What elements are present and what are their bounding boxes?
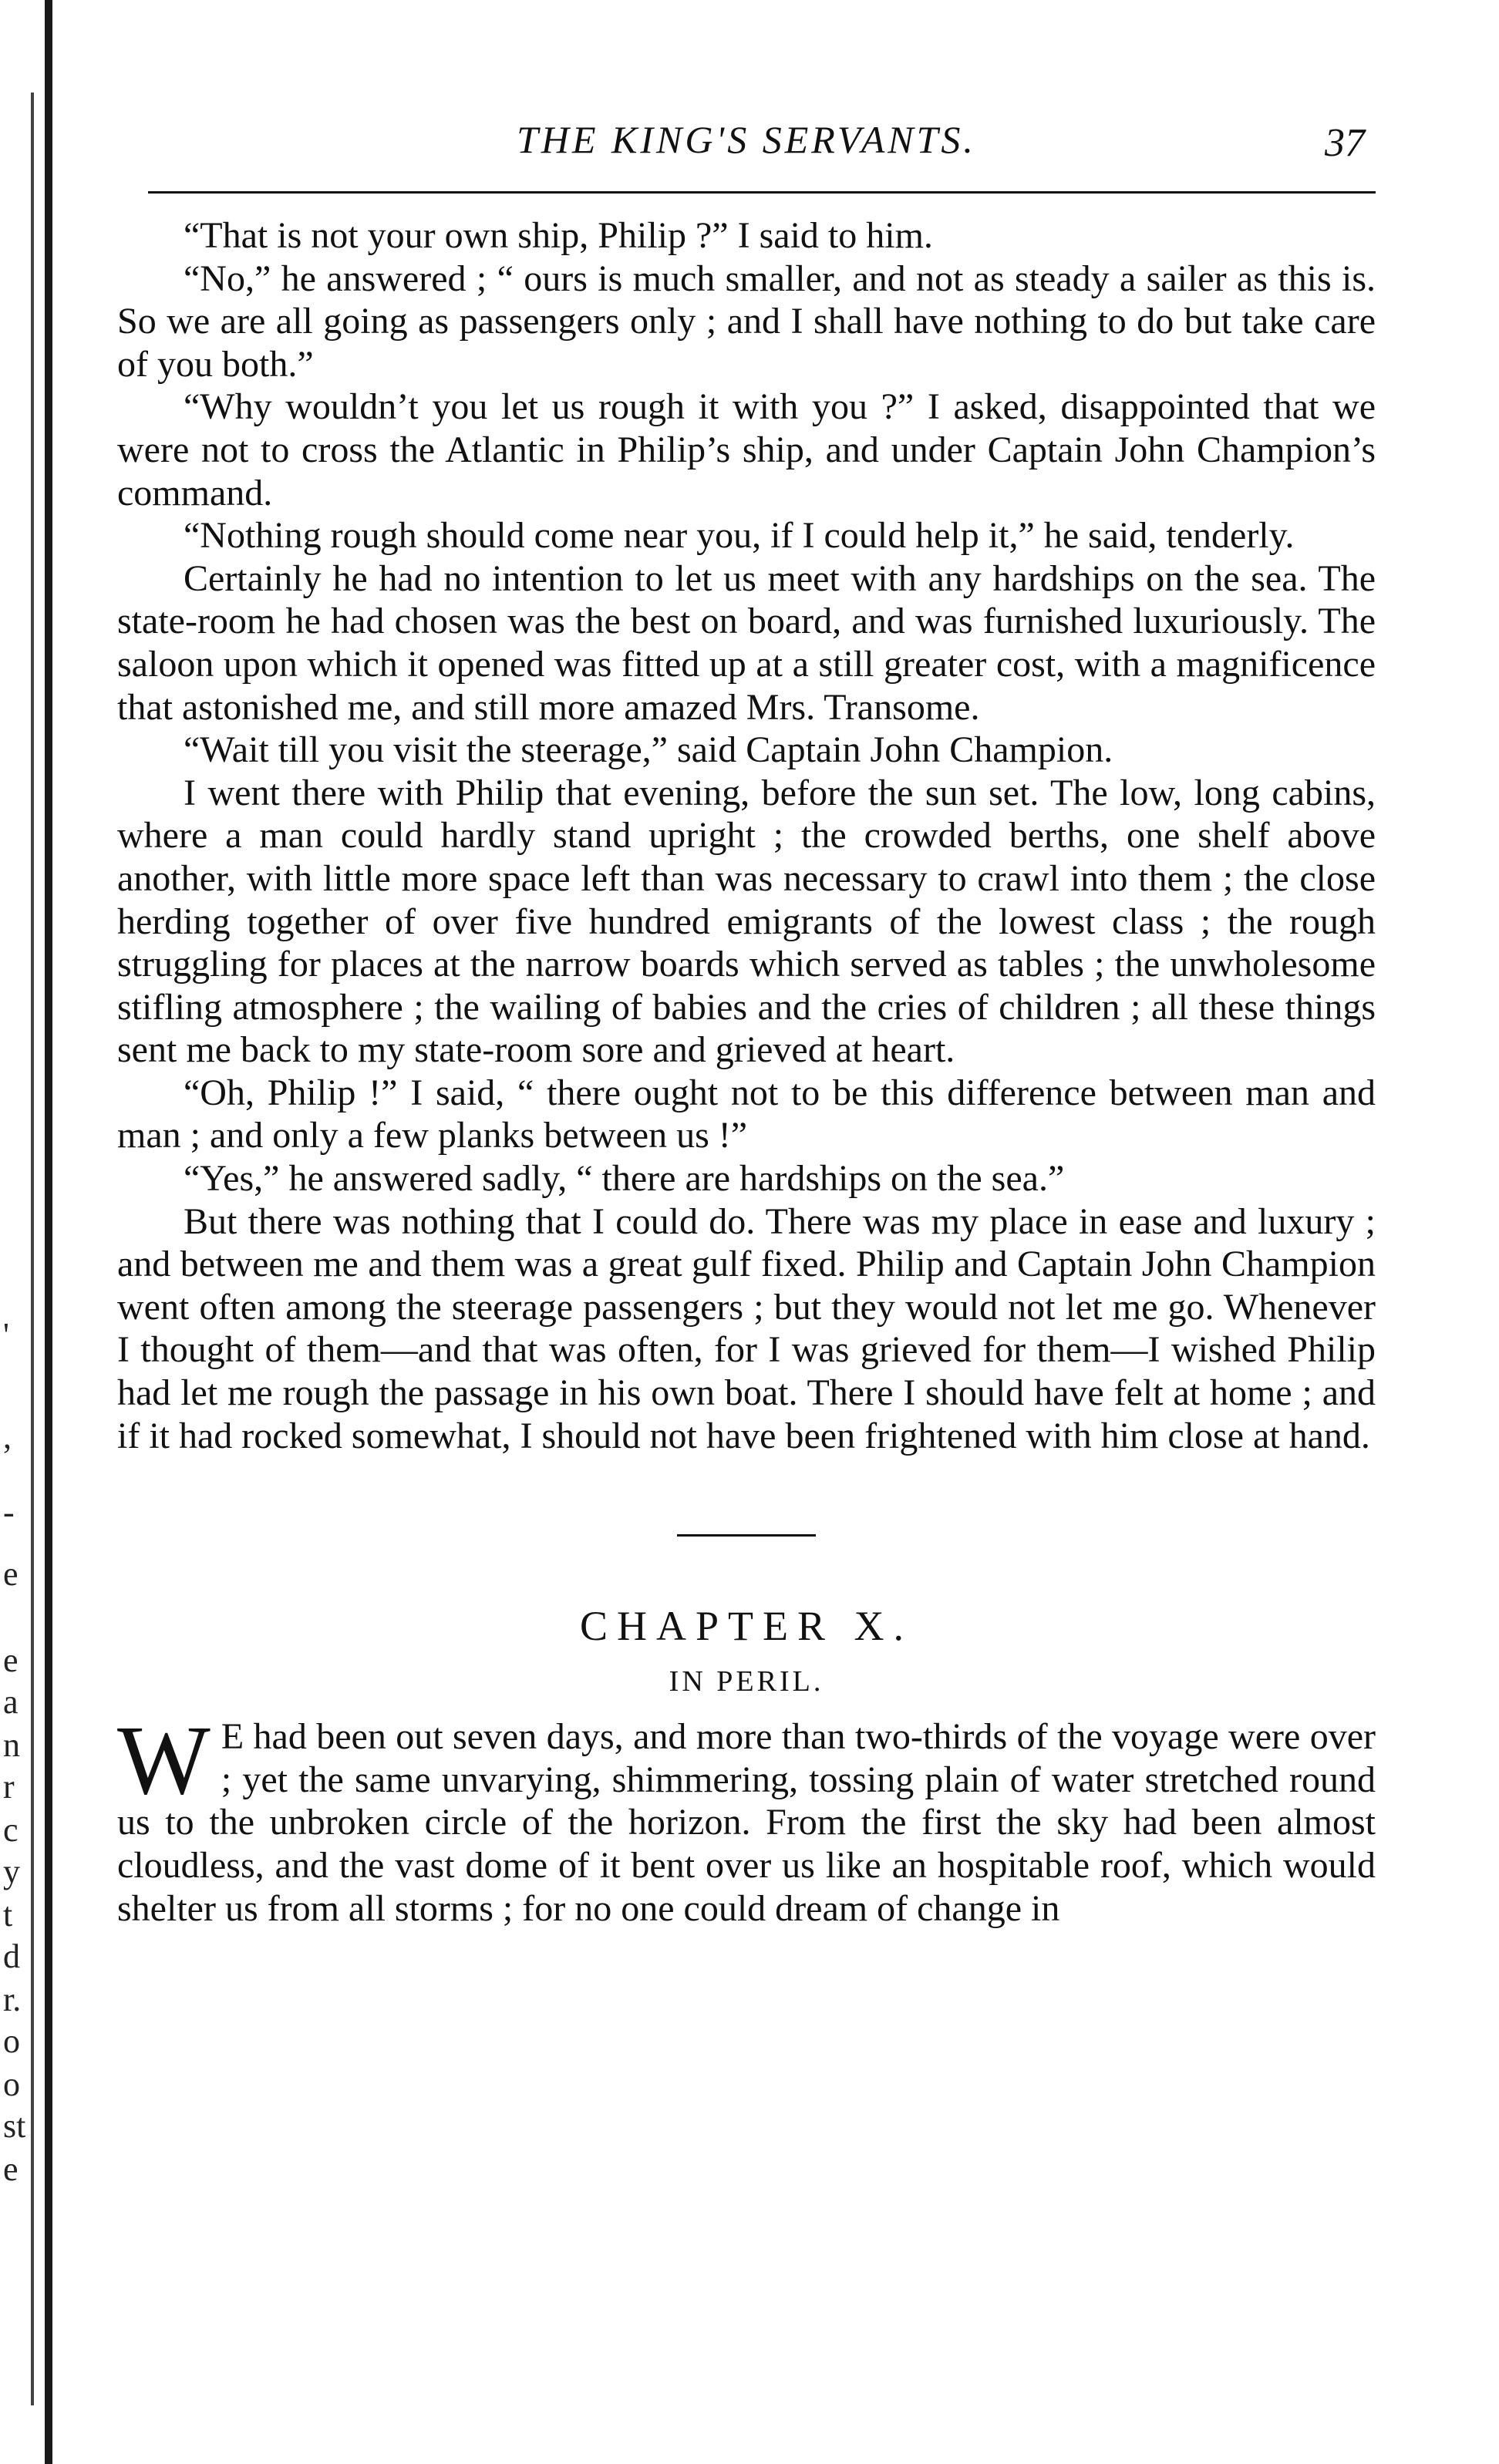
paragraph: But there was nothing that I could do. There was my place in ease and luxury ; and between me and them was a great gulf fixed. Philip and Captain John Champion went often among the steerage passengers ; but they would not let me go. Whenever I thought of them—and that was often, for I was grieved for them—I wished Philip had let me rough the passage in his own boat. There I should have felt at home ; and if it had rocked somewhat, I should not have been frightened with him close at hand. — [117, 1200, 1376, 1456]
bleed-fragment: st — [3, 2107, 26, 2145]
bleed-fragment: n — [3, 1726, 20, 1764]
paragraph: I went there with Philip that evening, before the sun set. The low, long cabins, where a man could hardly stand upright ; the crowded berths, one shelf above another, with little more space left than was necessary to crawl into them ; the close herding together of over five hundred emigrants of the lowest class ; the rough struggling for places at the narrow boards which served as tables ; the unwholesome stifling atmosphere ; the wailing of babies and the cries of children ; all these things sent me back to my state-room sore and grieved at heart. — [117, 772, 1376, 1071]
bleed-fragment: , — [3, 1418, 12, 1456]
paragraph: “Why wouldn’t you let us rough it with you ?” I asked, disappointed that we were not to cross the Atlantic in Philip’s ship, and under Captain John Champion’s command. — [117, 386, 1376, 513]
bleed-fragment: c — [3, 1811, 19, 1849]
bleed-fragment: o — [3, 2065, 20, 2103]
book-page — [117, 100, 1376, 1930]
paragraph: Certainly he had no intention to let us meet with any hardships on the sea. The state-room he had chosen was the best on board, and was furnished luxuriously. The saloon upon which it opened was fitted up at a still greater cost, with a magnificence that astonished me, and still more amazed Mrs. Transome. — [117, 557, 1376, 728]
binding-shadow — [31, 93, 34, 2405]
running-title: THE KING'S SERVANTS. — [517, 118, 976, 161]
paragraph: “That is not your own ship, Philip ?” I said to him. — [184, 215, 933, 256]
drop-cap: W — [117, 1705, 211, 1816]
section-divider — [677, 1534, 816, 1537]
bleed-fragment: d — [3, 1937, 20, 1975]
chapter-title: CHAPTER X. — [579, 1603, 914, 1650]
bleed-fragment: o — [3, 2022, 20, 2060]
bleed-fragment: r. — [3, 1981, 22, 2018]
bleed-fragment: a — [3, 1683, 19, 1721]
paragraph: “No,” he answered ; “ ours is much smaller, and not as steady a sailer as this is. So we are all going as passengers only ; and I shall have nothing to do but take care of you both.” — [117, 258, 1376, 385]
bleed-fragment: e — [3, 2150, 19, 2188]
bleed-fragment: y — [3, 1853, 20, 1890]
bleed-fragment: - — [3, 1493, 15, 1531]
binding-edge — [45, 0, 52, 2464]
bleed-fragment: e — [3, 1555, 19, 1593]
header-rule — [148, 191, 1376, 194]
chapter-opening — [117, 1705, 1376, 1930]
paragraph: “Nothing rough should come near you, if I could help it,” he said, tenderly. — [184, 515, 1295, 557]
bleed-fragment: e — [3, 1641, 19, 1679]
page-number: 37 — [1325, 121, 1365, 165]
chapter-subtitle: IN PERIL. — [669, 1665, 824, 1698]
chapter-opening-text: E had been out seven days, and more than two-thirds of the voyage were over ; yet the same unvarying, shimmering, tossing plain of water stretched round us to the unbroken circle of the horizon. From the first the sky had been almost cloudless, and the vast dome of it bent over us like an hospitable roof, which would shelter us from all storms ; for no one could dream of change in — [117, 1716, 1376, 1929]
paragraph: “Oh, Philip !” I said, “ there ought not to be this difference between man and man ; and only a few planks between us !” — [117, 1072, 1376, 1156]
bleed-fragment: ' — [3, 1316, 9, 1354]
bleed-fragment: r — [3, 1768, 15, 1806]
page-header — [117, 100, 1376, 177]
bleed-fragment: t — [3, 1896, 13, 1934]
binding-gutter — [0, 0, 60, 2464]
paragraph: “Yes,” he answered sadly, “ there are hardships on the sea.” — [184, 1158, 1065, 1200]
body-text — [117, 214, 1376, 1457]
paragraph: “Wait till you visit the steerage,” said Captain John Champion. — [184, 729, 1113, 771]
